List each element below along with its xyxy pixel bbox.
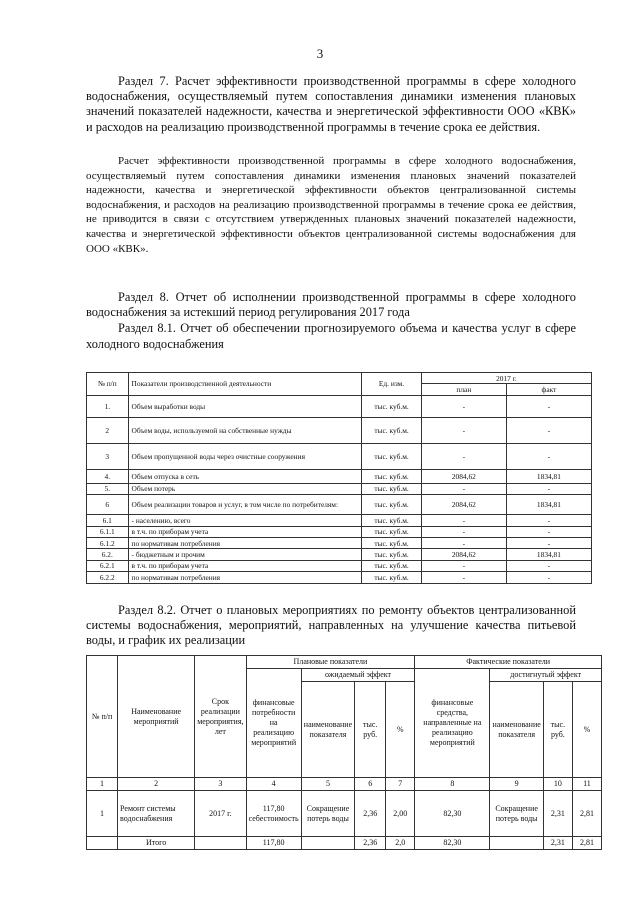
column-numbers-row — [87, 778, 602, 791]
t1-cell-num: 6.1.2 — [87, 537, 129, 548]
table-row — [87, 549, 592, 560]
col-number: 4 — [246, 778, 301, 791]
table-row — [87, 469, 592, 483]
t1-cell-name: Объем воды, используемой на собственные нужды — [128, 417, 362, 443]
table-row — [87, 515, 592, 526]
total-row — [87, 837, 602, 850]
t2-total-pct-f: 2,81 — [572, 837, 601, 850]
t1-header-num: № п/п — [87, 373, 129, 396]
t2-cell-name: Ремонт системы водоснабжения — [118, 791, 195, 837]
t1-cell-fact: - — [506, 483, 591, 494]
col-number: 1 — [87, 778, 118, 791]
t2-header-planned: Плановые показатели — [246, 656, 415, 669]
t1-cell-num: 1. — [87, 395, 129, 417]
t2-total-term — [195, 837, 246, 850]
col-number: 6 — [355, 778, 386, 791]
table-row — [87, 443, 592, 469]
t2-header-pct-p: % — [386, 682, 415, 778]
t1-cell-fact: - — [506, 572, 591, 583]
t2-total-fin-spent: 82,30 — [415, 837, 490, 850]
t2-header-achieved-effect: достигнутый эффект — [490, 669, 602, 682]
t2-cell-fin-need: 117,80 себестоимость — [246, 791, 301, 837]
page-number: 3 — [316, 46, 324, 61]
t1-cell-plan: 2084,62 — [421, 469, 506, 483]
t1-cell-num: 4. — [87, 469, 129, 483]
table-row — [87, 417, 592, 443]
t1-cell-plan: - — [421, 483, 506, 494]
col-number: 11 — [572, 778, 601, 791]
t1-cell-num: 3 — [87, 443, 129, 469]
t2-total-pct-p: 2,0 — [386, 837, 415, 850]
t1-cell-unit: тыс. куб.м. — [362, 483, 422, 494]
t1-cell-plan: - — [421, 417, 506, 443]
t1-cell-plan: - — [421, 515, 506, 526]
t1-cell-unit: тыс. куб.м. — [362, 395, 422, 417]
t1-cell-fact: - — [506, 395, 591, 417]
t1-cell-num: 6.2. — [87, 549, 129, 560]
section-7 — [86, 74, 576, 135]
t1-cell-unit: тыс. куб.м. — [362, 526, 422, 537]
t1-cell-name: по нормативам потребления — [128, 572, 362, 583]
t1-cell-fact: - — [506, 443, 591, 469]
table-row — [87, 537, 592, 548]
t2-header-name: Наименование мероприятий — [118, 656, 195, 778]
t2-header-ind-name-f: наименование показателя — [490, 682, 543, 778]
table-row — [87, 483, 592, 494]
t1-cell-plan: - — [421, 537, 506, 548]
t1-header-plan: план — [421, 384, 506, 395]
table-row — [87, 791, 602, 837]
t1-header-indicator: Показатели производственной деятельности — [128, 373, 362, 396]
t1-cell-name: Объем пропущенной воды через очистные сооружения — [128, 443, 362, 469]
volume-report-table — [86, 372, 592, 584]
t1-cell-fact: 1834,81 — [506, 495, 591, 515]
t1-cell-unit: тыс. куб.м. — [362, 572, 422, 583]
t1-cell-fact: - — [506, 560, 591, 571]
col-number: 2 — [118, 778, 195, 791]
t1-cell-name: в т.ч. по приборам учета — [128, 560, 362, 571]
t2-cell-rub-f: 2,31 — [543, 791, 572, 837]
t2-total-fin-need: 117,80 — [246, 837, 301, 850]
t1-cell-plan: - — [421, 395, 506, 417]
section-8-heading: Раздел 8. Отчет об исполнении производственной программы в сфере холодного водоснабжения за истекший период регулирования 2017 года — [86, 290, 576, 320]
t1-header-fact: факт — [506, 384, 591, 395]
t2-total-num — [87, 837, 118, 850]
t2-total-rub-f: 2,31 — [543, 837, 572, 850]
t1-cell-name: Объем выработки воды — [128, 395, 362, 417]
t1-cell-name: Объем реализации товаров и услуг, в том числе по потребителям: — [128, 495, 362, 515]
table-row — [87, 572, 592, 583]
t1-cell-num: 5. — [87, 483, 129, 494]
t1-cell-unit: тыс. куб.м. — [362, 469, 422, 483]
t1-cell-unit: тыс. куб.м. — [362, 537, 422, 548]
t2-header-fin-spent: финансовые средства, направленные на реализацию мероприятий — [415, 669, 490, 778]
col-number: 3 — [195, 778, 246, 791]
t1-cell-plan: - — [421, 443, 506, 469]
t2-total-label: Итого — [118, 837, 195, 850]
t1-cell-num: 6.2.1 — [87, 560, 129, 571]
t2-header-actual: Фактические показатели — [415, 656, 602, 669]
t1-cell-name: Объем отпуска в сеть — [128, 469, 362, 483]
table-row — [87, 560, 592, 571]
col-number: 7 — [386, 778, 415, 791]
col-number: 10 — [543, 778, 572, 791]
col-number: 5 — [301, 778, 354, 791]
t1-cell-unit: тыс. куб.м. — [362, 417, 422, 443]
t1-cell-num: 2 — [87, 417, 129, 443]
table-row — [87, 395, 592, 417]
t1-cell-name: - населению, всего — [128, 515, 362, 526]
t1-header-unit: Ед. изм. — [362, 373, 422, 396]
t2-cell-fin-spent: 82,30 — [415, 791, 490, 837]
t1-cell-unit: тыс. куб.м. — [362, 549, 422, 560]
t1-cell-name: - бюджетным и прочим — [128, 549, 362, 560]
t1-cell-plan: - — [421, 526, 506, 537]
t1-cell-unit: тыс. куб.м. — [362, 495, 422, 515]
t2-total-ind-p — [301, 837, 354, 850]
section-7-heading: Раздел 7. Расчет эффективности производственной программы в сфере холодного водоснабжения, осуществляемый путем сопоставления динамики изменения плановых значений показателей надежности, качества и энергетической эффективности ООО «КВК» и расходов на реализацию производственной программы в течение срока ее действия. — [86, 74, 576, 134]
t1-cell-unit: тыс. куб.м. — [362, 443, 422, 469]
t1-cell-num: 6 — [87, 495, 129, 515]
t1-cell-name: в т.ч. по приборам учета — [128, 526, 362, 537]
t2-header-rub-p: тыс. руб. — [355, 682, 386, 778]
t2-cell-num: 1 — [87, 791, 118, 837]
t2-cell-ind-name-p: Сокращение потерь воды — [301, 791, 354, 837]
t2-total-ind-f — [490, 837, 543, 850]
t1-cell-fact: 1834,81 — [506, 549, 591, 560]
t1-header-year: 2017 г. — [421, 373, 591, 384]
t2-header-rub-f: тыс. руб. — [543, 682, 572, 778]
measures-report-table — [86, 655, 602, 850]
section-8-2 — [86, 603, 576, 649]
section-8 — [86, 290, 576, 352]
t1-cell-plan: - — [421, 560, 506, 571]
t1-cell-fact: - — [506, 537, 591, 548]
section-8-1-heading: Раздел 8.1. Отчет об обеспечении прогнозируемого объема и качества услуг в сфере холодного водоснабжения — [86, 321, 576, 351]
t2-cell-pct-p: 2,00 — [386, 791, 415, 837]
table-row — [87, 526, 592, 537]
t1-cell-fact: - — [506, 417, 591, 443]
t1-cell-plan: 2084,62 — [421, 549, 506, 560]
section-8-2-heading: Раздел 8.2. Отчет о плановых мероприятиях по ремонту объектов централизованной системы водоснабжения, мероприятий, направленных на улучшение качества питьевой воды, и график их реализации — [86, 603, 576, 648]
t1-cell-plan: - — [421, 572, 506, 583]
t2-cell-term: 2017 г. — [195, 791, 246, 837]
col-number: 9 — [490, 778, 543, 791]
t1-cell-fact: - — [506, 515, 591, 526]
t1-cell-num: 6.1 — [87, 515, 129, 526]
t1-cell-num: 6.1.1 — [87, 526, 129, 537]
t2-cell-ind-name-f: Сокращение потерь воды — [490, 791, 543, 837]
t1-cell-fact: - — [506, 526, 591, 537]
t2-cell-pct-f: 2,81 — [572, 791, 601, 837]
t2-header-ind-name-p: наименование показателя — [301, 682, 354, 778]
t2-header-fin-need: финансовые потребности на реализацию мероприятий — [246, 669, 301, 778]
t1-cell-name: по нормативам потребления — [128, 537, 362, 548]
t2-cell-rub-p: 2,36 — [355, 791, 386, 837]
section-7-body-block — [86, 154, 576, 256]
table-row — [87, 495, 592, 515]
t1-cell-unit: тыс. куб.м. — [362, 560, 422, 571]
t1-cell-name: Объем потерь — [128, 483, 362, 494]
t2-header-pct-f: % — [572, 682, 601, 778]
t2-header-num: № п/п — [87, 656, 118, 778]
section-7-body: Расчет эффективности производственной программы в сфере холодного водоснабжения, осуществляемый путем сопоставления динамики изменения плановых значений показателей надежности, качества и энергетической эффективности объектов централизованной системы водоснабжения, и расходов на реализацию производственной программы в течение срока ее действия, не приводится в связи с отсутствием утвержденных плановых значений показателей надежности, качества и энергетической эффективности объектов централизованной системы водоснабжения для ООО «КВК». — [86, 155, 576, 255]
t1-cell-plan: 2084,62 — [421, 495, 506, 515]
col-number: 8 — [415, 778, 490, 791]
t1-cell-unit: тыс. куб.м. — [362, 515, 422, 526]
t2-total-rub-p: 2,36 — [355, 837, 386, 850]
t1-cell-num: 6.2.2 — [87, 572, 129, 583]
t2-header-term: Срок реализации мероприятия, лет — [195, 656, 246, 778]
t1-cell-fact: 1834,81 — [506, 469, 591, 483]
t2-header-expected-effect: ожидаемый эффект — [301, 669, 415, 682]
